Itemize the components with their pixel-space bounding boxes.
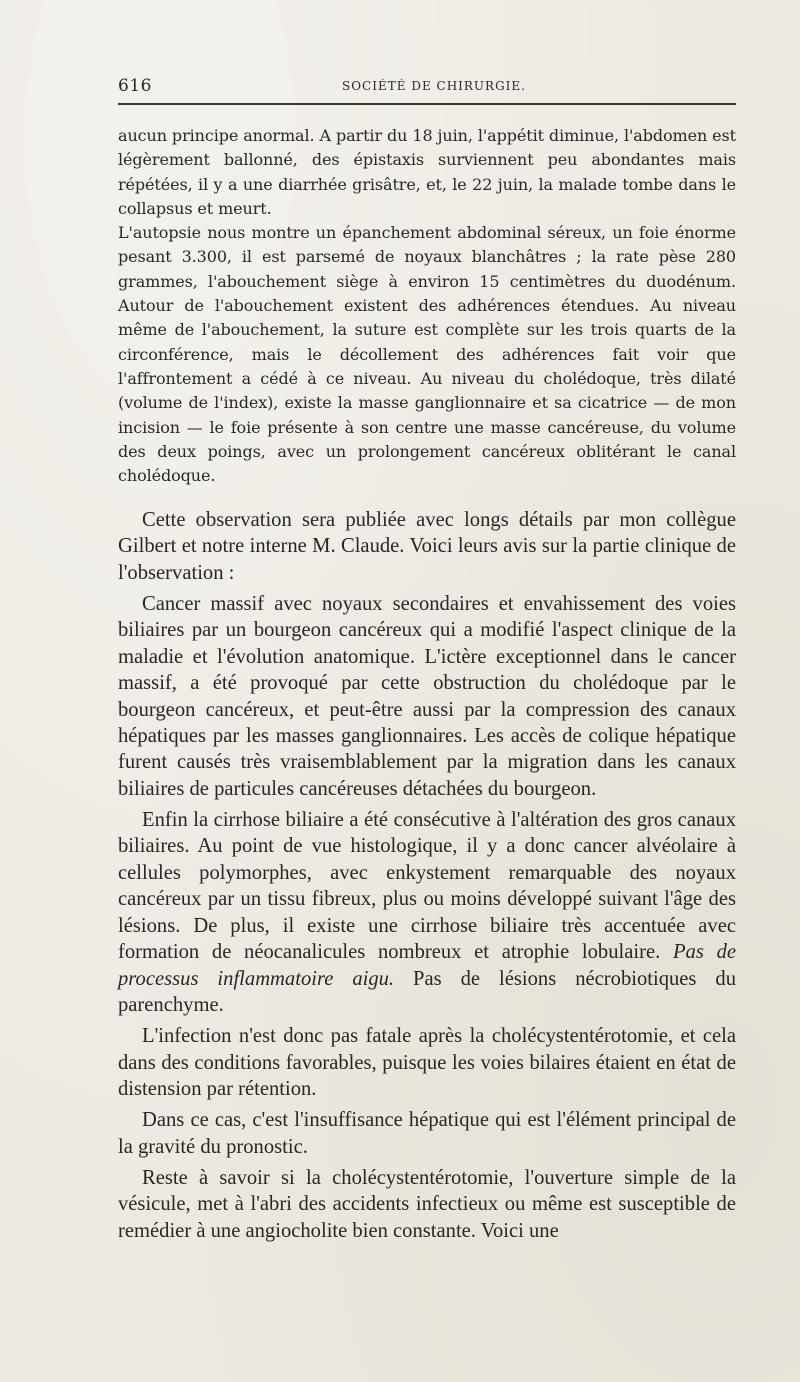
main-body-text [118, 507, 736, 1249]
page-number: 616 [118, 76, 152, 96]
page-header [118, 76, 736, 100]
body-paragraph: Cancer massif avec noyaux secondaires et envahissement des voies biliaires par un bourgeon cancéreux qui a modifié l'aspect clinique de la maladie et l'évolution anatomique. L'ictère exceptionnel dans le cancer massif, a été provoqué par cette obstruction du cholédoque par le bourgeon cancéreux, et peut-être aussi par la compression des canaux hépatiques par les masses ganglionnaires. Les accès de colique hépatique furent causés très vraisemblablement par la migration dans les canaux biliaires de particules cancéreuses détachées du bourgeon. [118, 593, 736, 800]
italic-emphasis: Pas de processus inflammatoire aigu. [118, 941, 736, 990]
body-paragraph: Reste à savoir si la cholécystentérotomie, l'ouverture simple de la vésicule, met à l'abri des accidents infectieux ou même est susceptible de remédier à une angiocholite bien constante. Voici une [118, 1166, 736, 1242]
body-paragraph: L'infection n'est donc pas fatale après la cholécystentérotomie, et cela dans des conditions favorables, puisque les voies bilaires étaient en état de distension par rétention. [118, 1025, 736, 1100]
note-paragraph: aucun principe anormal. A partir du 18 juin, l'appétit diminue, l'abdomen est légèrement ballonné, des épistaxis surviennent peu abondantes mais répétées, il y a une diarrhée grisâtre, et, le 22 juin, la malade tombe dans le collapsus et meurt. [118, 126, 736, 218]
body-paragraph: Cette observation sera publiée avec longs détails par mon collègue Gilbert et notre interne M. Claude. Voici leurs avis sur la partie clinique de l'observation : [118, 509, 736, 584]
note-paragraph: L'autopsie nous montre un épanchement abdominal séreux, un foie énorme pesant 3.300, il est parsemé de noyaux blanchâtres ; la rate pèse 280 grammes, l'abouchement siège à environ 15 centimètres du duodénum. Autour de l'abouchement existent des adhérences étendues. Au niveau même de l'abouchement, la suture est complète sur les trois quarts de la circonférence, mais le décollement des adhérences fait voir que l'affrontement a cédé à ce niveau. Au niveau du cholédoque, très dilaté (volume de l'index), existe la masse ganglionnaire et sa cicatrice — de mon incision — le foie présente à son centre une masse cancéreuse, du volume des deux poings, avec un prolongement cancéreux oblitérant le canal cholédoque. [118, 223, 736, 486]
case-report-small-text [118, 124, 736, 488]
body-paragraph: Dans ce cas, c'est l'insuffisance hépatique qui est l'élément principal de la gravité du pronostic. [118, 1109, 736, 1158]
body-paragraph [118, 807, 736, 1018]
body-text-span: Pas de lésions nécrobiotiques du parenchyme. [118, 967, 737, 1016]
body-text-span: Enfin la cirrhose biliaire a été consécutive à l'altération des gros canaux biliaires. Au point de vue histologique, il y a donc cancer alvéolaire à cellules polymorphes, avec enkystement remarquable des noyaux cancéreux par un tissu fibreux, plus ou moins développé suivant l'âge des lésions. De plus, il existe une cirrhose biliaire très accentuée avec formation de néocanalicules nombreux et atrophie lobulaire. [118, 809, 736, 964]
running-title: SOCIÉTÉ DE CHIRURGIE. [342, 79, 526, 93]
header-rule [118, 103, 736, 105]
